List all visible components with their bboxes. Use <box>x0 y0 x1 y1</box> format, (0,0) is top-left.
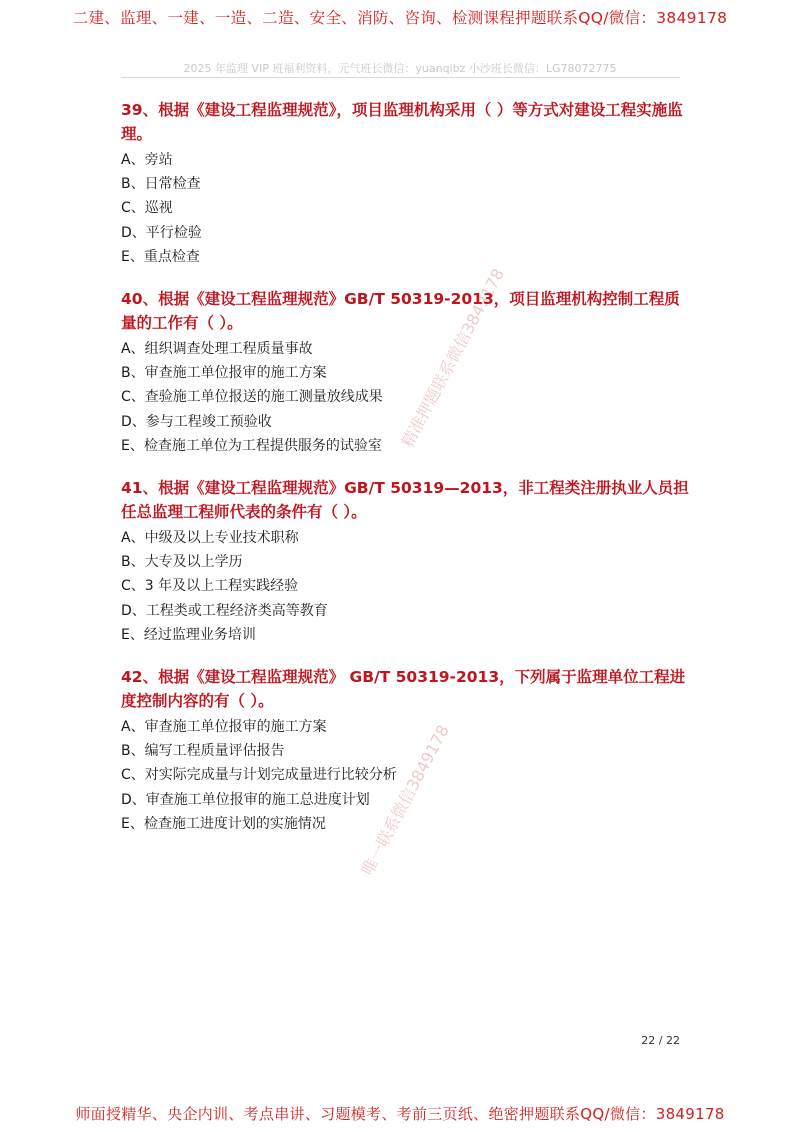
option-d: D、工程类或工程经济类高等教育 <box>121 602 328 619</box>
option-d: D、审查施工单位报审的施工总进度计划 <box>121 791 370 808</box>
question-title: 39、根据《建设工程监理规范》，项目监理机构采用（ ）等方式对建设工程实施监理。 <box>121 101 683 143</box>
option-b: B、大专及以上学历 <box>121 554 243 571</box>
option-a: A、组织调查处理工程质量事故 <box>121 341 313 358</box>
option-b: B、日常检查 <box>121 176 201 193</box>
option-d: D、平行检验 <box>121 224 202 241</box>
watermark-text: 精准押题联系微信3849178 <box>397 265 508 451</box>
question-title: 42、根据《建设工程监理规范》 GB/T 50319-2013，下列属于监理单位工程进度控制内容的有（ ）。 <box>121 668 686 711</box>
option-a: A、旁站 <box>121 152 173 168</box>
option-e: E、检查施工单位为工程提供服务的试验室 <box>121 437 382 454</box>
option-a: A、审查施工单位报审的施工方案 <box>121 719 327 736</box>
option-c: C、对实际完成量与计划完成量进行比较分析 <box>121 767 397 784</box>
question-41 <box>121 476 691 647</box>
watermark-text: 唯一联系微信3849178 <box>357 721 453 879</box>
option-e: E、重点检查 <box>121 248 200 265</box>
page-number: 22 / 22 <box>641 1034 680 1047</box>
bottom-promo-banner: 师面授精华、央企内训、考点串讲、习题模考、考前三页纸、绝密押题联系QQ/微信：3849178 <box>75 1105 725 1123</box>
option-b: B、编写工程质量评估报告 <box>121 743 285 760</box>
option-c: C、查验施工单位报送的施工测量放线成果 <box>121 389 383 406</box>
option-e: E、检查施工进度计划的实施情况 <box>121 815 326 832</box>
option-e: E、经过监理业务培训 <box>121 626 256 643</box>
option-b: B、审查施工单位报审的施工方案 <box>121 365 327 382</box>
top-promo-banner: 二建、监理、一建、一造、二造、安全、消防、咨询、检测课程押题联系QQ/微信：3849178 <box>72 9 728 27</box>
option-a: A、中级及以上专业技术职称 <box>121 530 299 547</box>
question-title: 41、根据《建设工程监理规范》GB/T 50319—2013，非工程类注册执业人员担任总监理工程师代表的条件有（ ）。 <box>121 479 689 522</box>
question-39 <box>121 98 691 269</box>
header-note: 2025 年监理 VIP 班福利资料，元气班长微信：yuanqibz 小沙班长微信：LG78072775 <box>183 62 617 75</box>
header-divider <box>121 77 680 78</box>
question-list <box>121 98 691 854</box>
option-c: C、3 年及以上工程实践经验 <box>121 578 299 595</box>
option-d: D、参与工程竣工预验收 <box>121 413 272 430</box>
option-c: C、巡视 <box>121 200 173 217</box>
question-title: 40、根据《建设工程监理规范》GB/T 50319-2013，项目监理机构控制工程质量的工作有（ ）。 <box>121 290 680 333</box>
